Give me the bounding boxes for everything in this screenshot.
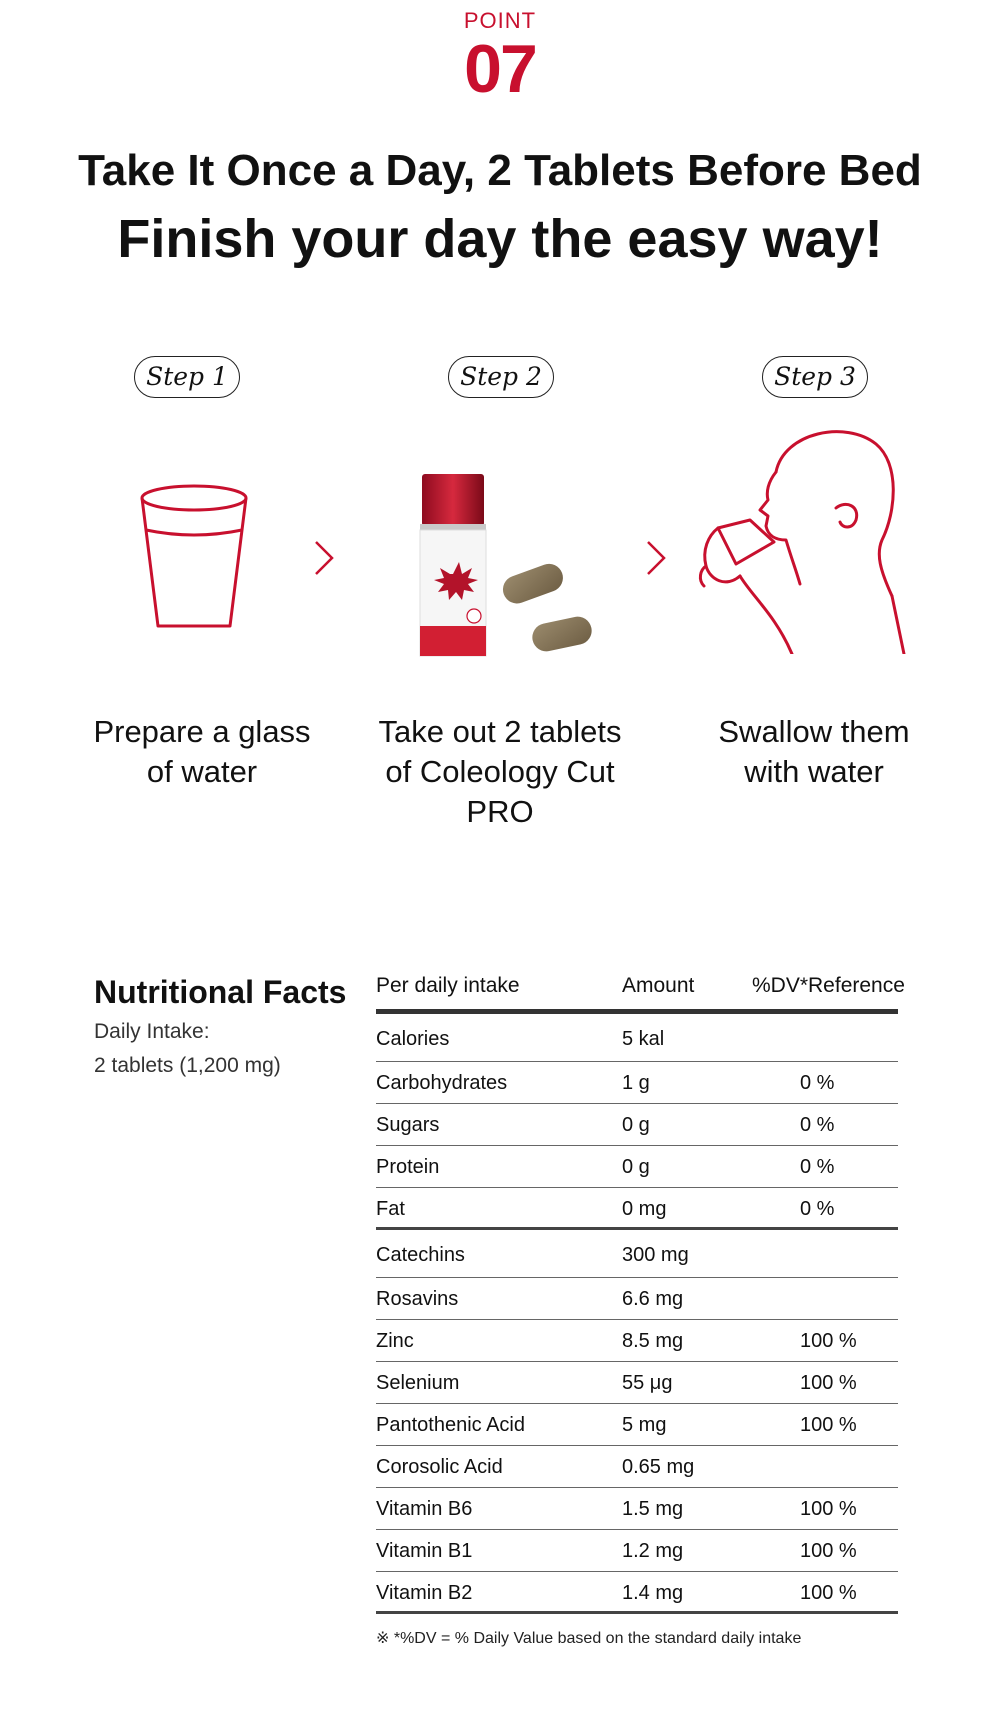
nutrient-name: Zinc (376, 1330, 414, 1352)
nutrient-dv: 0 % (800, 1198, 835, 1220)
nutrient-amount: 1.5 mg (622, 1498, 684, 1520)
table-row (376, 1446, 898, 1488)
step-1-caption-line1: Prepare a glass (93, 714, 311, 749)
nutrient-dv: 0 % (800, 1114, 835, 1136)
point-label: POINT (463, 8, 537, 33)
daily-intake-value: 2 tablets (1,200 mg) (94, 1054, 281, 1077)
nutrient-amount: 1 g (622, 1072, 650, 1094)
step-1-caption (52, 712, 352, 792)
step-2-caption (350, 712, 650, 832)
nutrient-amount: 0 g (622, 1156, 650, 1178)
step-1-caption-line2: of water (146, 754, 258, 789)
nutrient-dv: 0 % (800, 1156, 835, 1178)
step-3-pill: Step 3 (762, 356, 868, 398)
nutrient-name: Sugars (376, 1114, 440, 1136)
nutrient-dv: 100 % (800, 1498, 857, 1520)
nutrition-table (376, 968, 905, 1614)
headline-secondary: Finish your day the easy way! (117, 209, 883, 269)
table-row (376, 1104, 898, 1146)
nutrient-name: Vitamin B2 (376, 1582, 473, 1604)
table-row (376, 1362, 898, 1404)
step-2-pill: Step 2 (448, 356, 554, 398)
header-dv-reference: %DV*Reference (752, 974, 905, 997)
nutrient-amount: 8.5 mg (622, 1330, 684, 1352)
point-number: 07 (464, 31, 536, 107)
nutrient-dv: 100 % (800, 1372, 857, 1394)
nutrient-amount: 300 mg (622, 1244, 689, 1266)
table-row (376, 1230, 898, 1278)
step-3-caption-line2: with water (744, 754, 884, 789)
header-amount: Amount (622, 974, 695, 997)
nutrient-amount: 0.65 mg (622, 1456, 695, 1478)
nutrient-dv: 100 % (800, 1582, 857, 1604)
nutrient-dv: 0 % (800, 1072, 835, 1094)
nutrient-amount: 0 g (622, 1114, 650, 1136)
headline-primary: Take It Once a Day, 2 Tablets Before Bed (78, 146, 922, 195)
water-glass-icon (138, 480, 258, 630)
table-row (376, 1062, 898, 1104)
chevron-right-icon (644, 540, 668, 576)
nutrient-dv: 100 % (800, 1540, 857, 1562)
table-row (376, 1488, 898, 1530)
chevron-right-icon (312, 540, 336, 576)
header-per-daily-intake: Per daily intake (376, 974, 520, 997)
step-2-caption-line2: of Coleology Cut PRO (385, 754, 615, 829)
nutrient-name: Carbohydrates (376, 1072, 508, 1094)
nutrient-name: Selenium (376, 1372, 460, 1394)
table-row (376, 1320, 898, 1362)
nutrient-name: Fat (376, 1198, 405, 1220)
nutrient-amount: 55 μg (622, 1372, 673, 1394)
nutrient-amount: 1.4 mg (622, 1582, 684, 1604)
step-3-caption (664, 712, 964, 792)
supplement-bottle-image (414, 466, 614, 666)
dv-footnote: ※ *%DV = % Daily Value based on the standard daily intake (376, 1630, 802, 1647)
nutrition-title: Nutritional Facts (94, 974, 347, 1010)
nutrient-name: Corosolic Acid (376, 1456, 503, 1478)
nutrition-table-header (376, 968, 905, 1014)
nutrient-amount: 5 kal (622, 1028, 665, 1050)
table-row (376, 1404, 898, 1446)
nutrient-amount: 5 mg (622, 1414, 667, 1436)
nutrient-name: Vitamin B1 (376, 1540, 473, 1562)
table-row (376, 1014, 898, 1062)
step-3-caption-line1: Swallow them (718, 714, 910, 749)
table-row (376, 1530, 898, 1572)
nutrient-name: Vitamin B6 (376, 1498, 473, 1520)
step-1-pill: Step 1 (134, 356, 240, 398)
nutrient-dv: 100 % (800, 1414, 857, 1436)
table-row (376, 1146, 898, 1188)
table-row (376, 1188, 898, 1230)
nutrient-amount: 6.6 mg (622, 1288, 684, 1310)
nutrient-name: Protein (376, 1156, 440, 1178)
nutrient-name: Pantothenic Acid (376, 1414, 525, 1436)
daily-intake-label: Daily Intake: (94, 1020, 210, 1043)
person-drinking-icon (696, 420, 906, 654)
table-row (376, 1572, 898, 1614)
step-2-caption-line1: Take out 2 tablets (378, 714, 622, 749)
nutrient-amount: 0 mg (622, 1198, 667, 1220)
nutrient-amount: 1.2 mg (622, 1540, 684, 1562)
nutrient-name: Catechins (376, 1244, 465, 1266)
nutrient-dv: 100 % (800, 1330, 857, 1352)
table-row (376, 1278, 898, 1320)
nutrient-name: Rosavins (376, 1288, 459, 1310)
nutrient-name: Calories (376, 1028, 450, 1050)
